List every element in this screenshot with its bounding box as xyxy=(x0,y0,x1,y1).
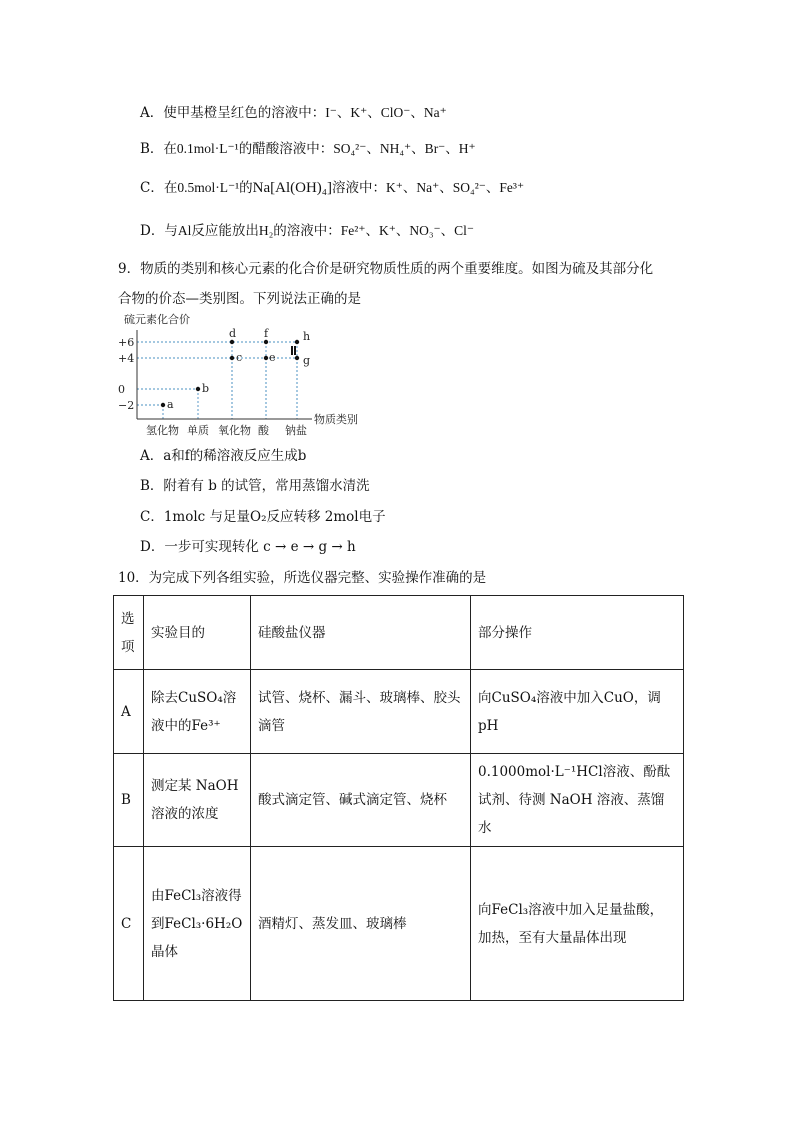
y-tick-label: +4 xyxy=(118,352,135,365)
chart-x-label: 物质类别 xyxy=(314,413,358,426)
point-f xyxy=(264,340,268,344)
chart-marks xyxy=(161,327,310,411)
point-g xyxy=(295,356,299,360)
point-e xyxy=(264,356,268,360)
row-purpose: 由FeCl₃溶液得到FeCl₃·6H₂O晶体 xyxy=(144,847,251,1001)
q8-option-d: D．与Al反应能放出H₂的溶液中：Fe²⁺、K⁺、NO₃⁻、Cl⁻ xyxy=(140,223,475,239)
row-option: A xyxy=(114,670,144,754)
row-apparatus: 酒精灯、蒸发皿、玻璃棒 xyxy=(251,847,471,1001)
chart-y-label: 硫元素化合价 xyxy=(124,313,190,326)
experiment-table xyxy=(113,595,684,1001)
row-apparatus: 试管、烧杯、漏斗、玻璃棒、胶头滴管 xyxy=(251,670,471,754)
point-label-e: e xyxy=(269,351,276,364)
point-label-d: d xyxy=(229,327,237,340)
row-option: C xyxy=(114,847,144,1001)
row-operation: 向FeCl₃溶液中加入足量盐酸，加热，至有大量晶体出现 xyxy=(471,847,684,1001)
salt-bracket xyxy=(292,346,295,355)
row-purpose: 除去CuSO₄溶液中的Fe³⁺ xyxy=(144,670,251,754)
x-tick-label: 单质 xyxy=(187,424,209,437)
point-label-a: a xyxy=(167,398,174,411)
point-h xyxy=(295,340,299,344)
point-b xyxy=(196,387,200,391)
q9-option-a: A．a和f的稀溶液反应生成b xyxy=(140,448,307,464)
row-operation: 0.1000mol·L⁻¹HCl溶液、酚酞试剂、待测 NaOH 溶液、蒸馏水 xyxy=(471,754,684,847)
point-label-c: c xyxy=(236,351,243,364)
q8-option-a: A．使甲基橙呈红色的溶液中：I⁻、K⁺、ClO⁻、Na⁺ xyxy=(140,105,447,121)
x-tick-label: 钠盐 xyxy=(285,424,307,437)
header-apparatus: 硅酸盐仪器 xyxy=(251,596,471,670)
q9-stem-line2: 合物的价态—类别图。下列说法正确的是 xyxy=(118,291,361,307)
point-label-h: h xyxy=(303,330,311,343)
q10-stem: 10．为完成下列各组实验，所选仪器完整、实验操作准确的是 xyxy=(118,570,487,586)
row-option: B xyxy=(114,754,144,847)
y-tick-label: −2 xyxy=(118,399,135,412)
point-label-b: b xyxy=(202,382,210,395)
y-tick-label: 0 xyxy=(118,383,125,396)
q9-option-c: C．1molc 与足量O₂反应转移 2mol电子 xyxy=(140,509,386,525)
q9-stem-line1: 9．物质的类别和核心元素的化合价是研究物质性质的两个重要维度。如图为硫及其部分化 xyxy=(118,261,654,277)
q8-option-b: B．在0.1mol·L⁻¹的醋酸溶液中：SO₄²⁻、NH₄⁺、Br⁻、H⁺ xyxy=(140,141,476,157)
table-row xyxy=(114,847,684,1001)
header-purpose: 实验目的 xyxy=(144,596,251,670)
sulfur-valence-chart xyxy=(118,310,378,438)
q8-option-c: C．在0.5mol·L⁻¹的Na[Al(OH)₄]溶液中：K⁺、Na⁺、SO₄²⁻、Fe³⁺ xyxy=(140,180,525,196)
point-label-g: g xyxy=(303,354,311,367)
table-header-row xyxy=(114,596,684,670)
header-operation: 部分操作 xyxy=(471,596,684,670)
point-a xyxy=(161,403,165,407)
q9-option-d: D．一步可实现转化 c → e → g → h xyxy=(140,539,356,555)
point-label-f: f xyxy=(264,327,269,340)
table-row xyxy=(114,670,684,754)
q9-option-b: B．附着有 b 的试管，常用蒸馏水清洗 xyxy=(140,478,370,494)
chart-axes xyxy=(118,330,312,437)
x-tick-label: 氧化物 xyxy=(218,424,251,437)
table-row xyxy=(114,754,684,847)
x-tick-label: 氢化物 xyxy=(146,424,179,437)
point-d xyxy=(230,340,234,344)
row-apparatus: 酸式滴定管、碱式滴定管、烧杯 xyxy=(251,754,471,847)
row-purpose: 测定某 NaOH 溶液的浓度 xyxy=(144,754,251,847)
header-option: 选项 xyxy=(114,596,144,670)
x-tick-label: 酸 xyxy=(258,424,269,437)
row-operation: 向CuSO₄溶液中加入CuO，调pH xyxy=(471,670,684,754)
point-c xyxy=(230,356,234,360)
y-tick-label: +6 xyxy=(118,336,135,349)
